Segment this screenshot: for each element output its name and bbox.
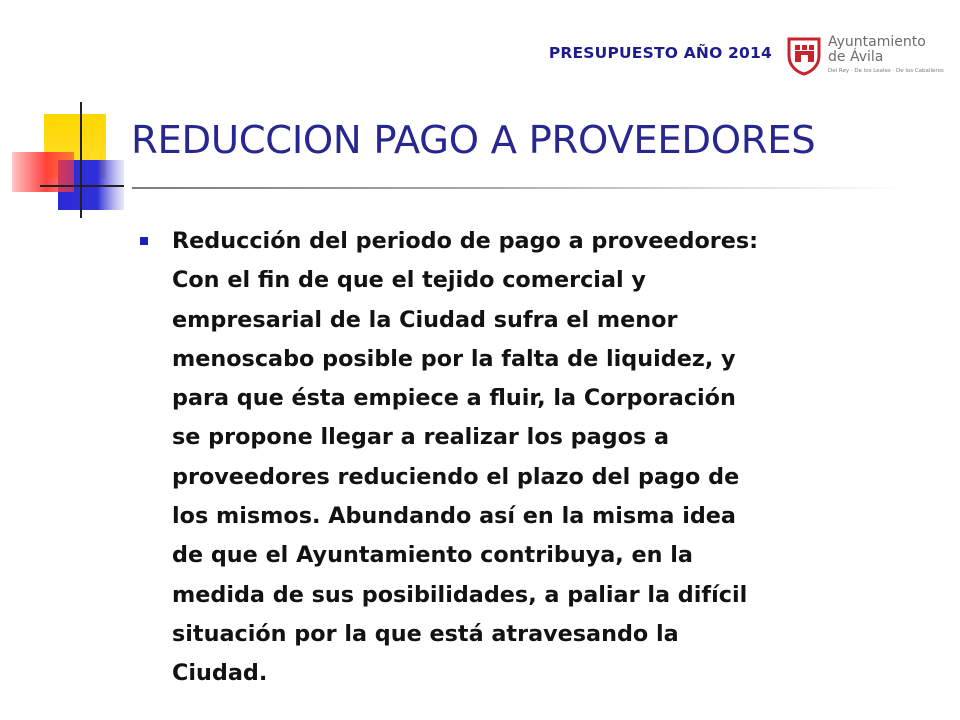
ayuntamiento-avila-logo [786, 34, 946, 84]
bullet-marker-icon [140, 237, 148, 245]
slide-title: REDUCCION PAGO A PROVEEDORES [131, 118, 816, 163]
logo-motto: Del Rey · De los Leales · De los Caballeros [828, 68, 944, 74]
presupuesto-header-label: PRESUPUESTO AÑO 2014 [548, 44, 772, 62]
coat-of-arms-icon [786, 36, 822, 76]
title-underline [132, 187, 902, 189]
logo-text-de-avila: de Ávila [828, 49, 884, 65]
bullet-text: Reducción del periodo de pago a proveedores: Con el fin de que el tejido comercial y empresarial de la Ciudad sufra el menor menoscabo posible por la falta de liquidez, y para que ésta empiece a fluir, la Corporación se propone llegar a realizar los pagos a proveedores reduciendo el plazo del pago de los mismos. Abundando así en la misma idea de que el Ayuntamiento contribuya, en la medida de sus posibilidades, a paliar la difícil situación por la que está atravesando la Ciudad. [172, 228, 759, 687]
decorative-squares [0, 96, 140, 226]
logo-text-ayuntamiento: Ayuntamiento [828, 34, 926, 50]
